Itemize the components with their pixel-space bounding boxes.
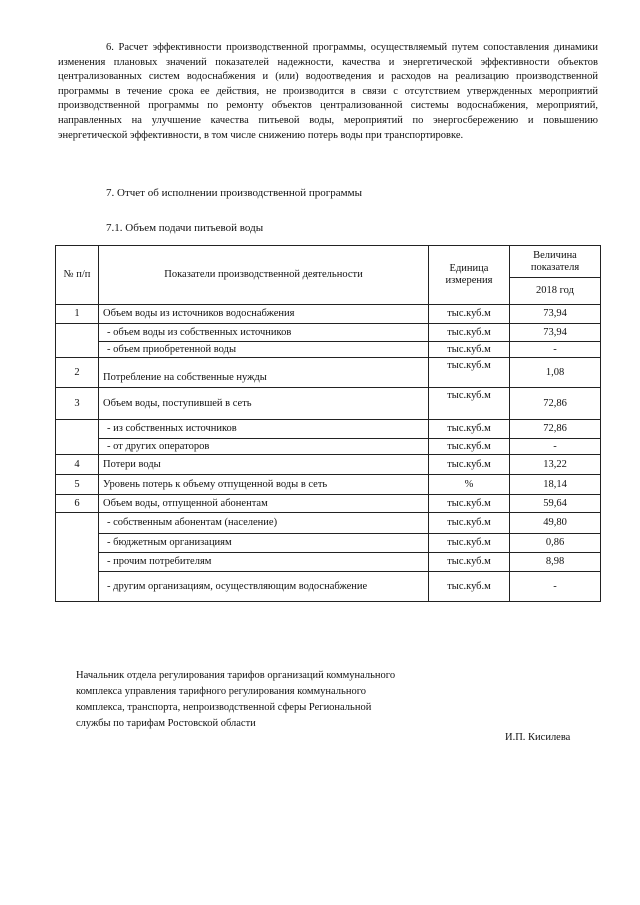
row-value: - bbox=[510, 342, 601, 358]
row-unit: тыс.куб.м bbox=[429, 534, 510, 553]
row-name: - собственным абонентам (население) bbox=[99, 513, 429, 534]
row-no bbox=[56, 513, 99, 602]
table-row bbox=[56, 495, 601, 513]
table-row bbox=[56, 439, 601, 455]
row-no: 4 bbox=[56, 455, 99, 475]
table-row bbox=[56, 475, 601, 495]
table-row bbox=[56, 572, 601, 602]
row-value: 0,86 bbox=[510, 534, 601, 553]
table-row bbox=[56, 513, 601, 534]
row-value: - bbox=[510, 439, 601, 455]
col-header-value: Величина показателя bbox=[510, 246, 601, 278]
table-row bbox=[56, 534, 601, 553]
row-value: 13,22 bbox=[510, 455, 601, 475]
table-row bbox=[56, 455, 601, 475]
row-value: 59,64 bbox=[510, 495, 601, 513]
row-unit: тыс.куб.м bbox=[429, 324, 510, 342]
col-header-no: № п/п bbox=[56, 246, 99, 305]
row-name: Потери воды bbox=[99, 455, 429, 475]
row-unit: тыс.куб.м bbox=[429, 388, 510, 420]
row-name: Уровень потерь к объему отпущенной воды в сеть bbox=[99, 475, 429, 495]
row-no bbox=[56, 324, 99, 358]
table-row bbox=[56, 324, 601, 342]
row-unit: тыс.куб.м bbox=[429, 513, 510, 534]
row-value: 1,08 bbox=[510, 358, 601, 388]
row-no: 3 bbox=[56, 388, 99, 420]
row-value: 72,86 bbox=[510, 388, 601, 420]
row-unit: тыс.куб.м bbox=[429, 358, 510, 388]
table-row bbox=[56, 420, 601, 439]
signature-title: Начальник отдела регулирования тарифов организаций коммунального комплекса управления тарифного регулирования коммунального комплекса, транспорта, непроизводственной сферы Региональной службы по тарифам Ростовской области bbox=[76, 670, 396, 729]
col-header-year: 2018 год bbox=[510, 278, 601, 305]
row-value: 72,86 bbox=[510, 420, 601, 439]
row-unit: % bbox=[429, 475, 510, 495]
row-name: - объем приобретенной воды bbox=[99, 342, 429, 358]
row-name: - бюджетным организациям bbox=[99, 534, 429, 553]
row-no bbox=[56, 420, 99, 455]
row-value: 73,94 bbox=[510, 305, 601, 324]
row-name: - другим организациям, осуществляющим водоснабжение bbox=[99, 572, 429, 602]
row-unit: тыс.куб.м bbox=[429, 439, 510, 455]
paragraph-6: 6. Расчет эффективности производственной программы, осуществляемый путем сопоставления динамики изменения плановых значений показателей надежности, качества и энергетической эффективности объектов централизованных систем водоснабжения и (или) водоотведения и расходов на реализацию производственной программы в течение срока ее действия, не производится в связи с отсутствием утвержденных мероприятий производственной программы по ремонту объектов централизованной системы водоснабжения, мероприятий, направленных на улучшение качества питьевой воды, мероприятий по энергосбережению и повышению энергетической эффективности, в том числе снижению потерь воды при транспортировке. bbox=[58, 42, 598, 141]
row-name: - из собственных источников bbox=[99, 420, 429, 439]
table-row bbox=[56, 342, 601, 358]
section-7-1-heading: 7.1. Объем подачи питьевой воды bbox=[106, 222, 264, 234]
col-header-indicator: Показатели производственной деятельности bbox=[99, 246, 429, 305]
table-row bbox=[56, 553, 601, 572]
row-name: - прочим потребителям bbox=[99, 553, 429, 572]
signature-name: И.П. Кисилева bbox=[505, 732, 571, 743]
row-no: 6 bbox=[56, 495, 99, 513]
row-value: 49,80 bbox=[510, 513, 601, 534]
row-unit: тыс.куб.м bbox=[429, 455, 510, 475]
table-row bbox=[56, 305, 601, 324]
row-no: 5 bbox=[56, 475, 99, 495]
row-name: Объем воды из источников водоснабжения bbox=[99, 305, 429, 324]
row-name: - объем воды из собственных источников bbox=[99, 324, 429, 342]
water-supply-table bbox=[55, 245, 601, 602]
col-header-unit: Единица измерения bbox=[429, 246, 510, 305]
table-row bbox=[56, 388, 601, 420]
row-unit: тыс.куб.м bbox=[429, 495, 510, 513]
row-no: 1 bbox=[56, 305, 99, 324]
row-value: 73,94 bbox=[510, 324, 601, 342]
row-unit: тыс.куб.м bbox=[429, 305, 510, 324]
table-row bbox=[56, 358, 601, 388]
row-value: 8,98 bbox=[510, 553, 601, 572]
row-no: 2 bbox=[56, 358, 99, 388]
row-value: - bbox=[510, 572, 601, 602]
section-7-heading: 7. Отчет об исполнении производственной программы bbox=[106, 187, 362, 199]
row-unit: тыс.куб.м bbox=[429, 553, 510, 572]
row-name: Объем воды, поступившей в сеть bbox=[99, 388, 429, 420]
row-unit: тыс.куб.м bbox=[429, 572, 510, 602]
row-name: Потребление на собственные нужды bbox=[99, 358, 429, 388]
row-value: 18,14 bbox=[510, 475, 601, 495]
row-unit: тыс.куб.м bbox=[429, 420, 510, 439]
row-unit: тыс.куб.м bbox=[429, 342, 510, 358]
row-name: Объем воды, отпущенной абонентам bbox=[99, 495, 429, 513]
row-name: - от других операторов bbox=[99, 439, 429, 455]
